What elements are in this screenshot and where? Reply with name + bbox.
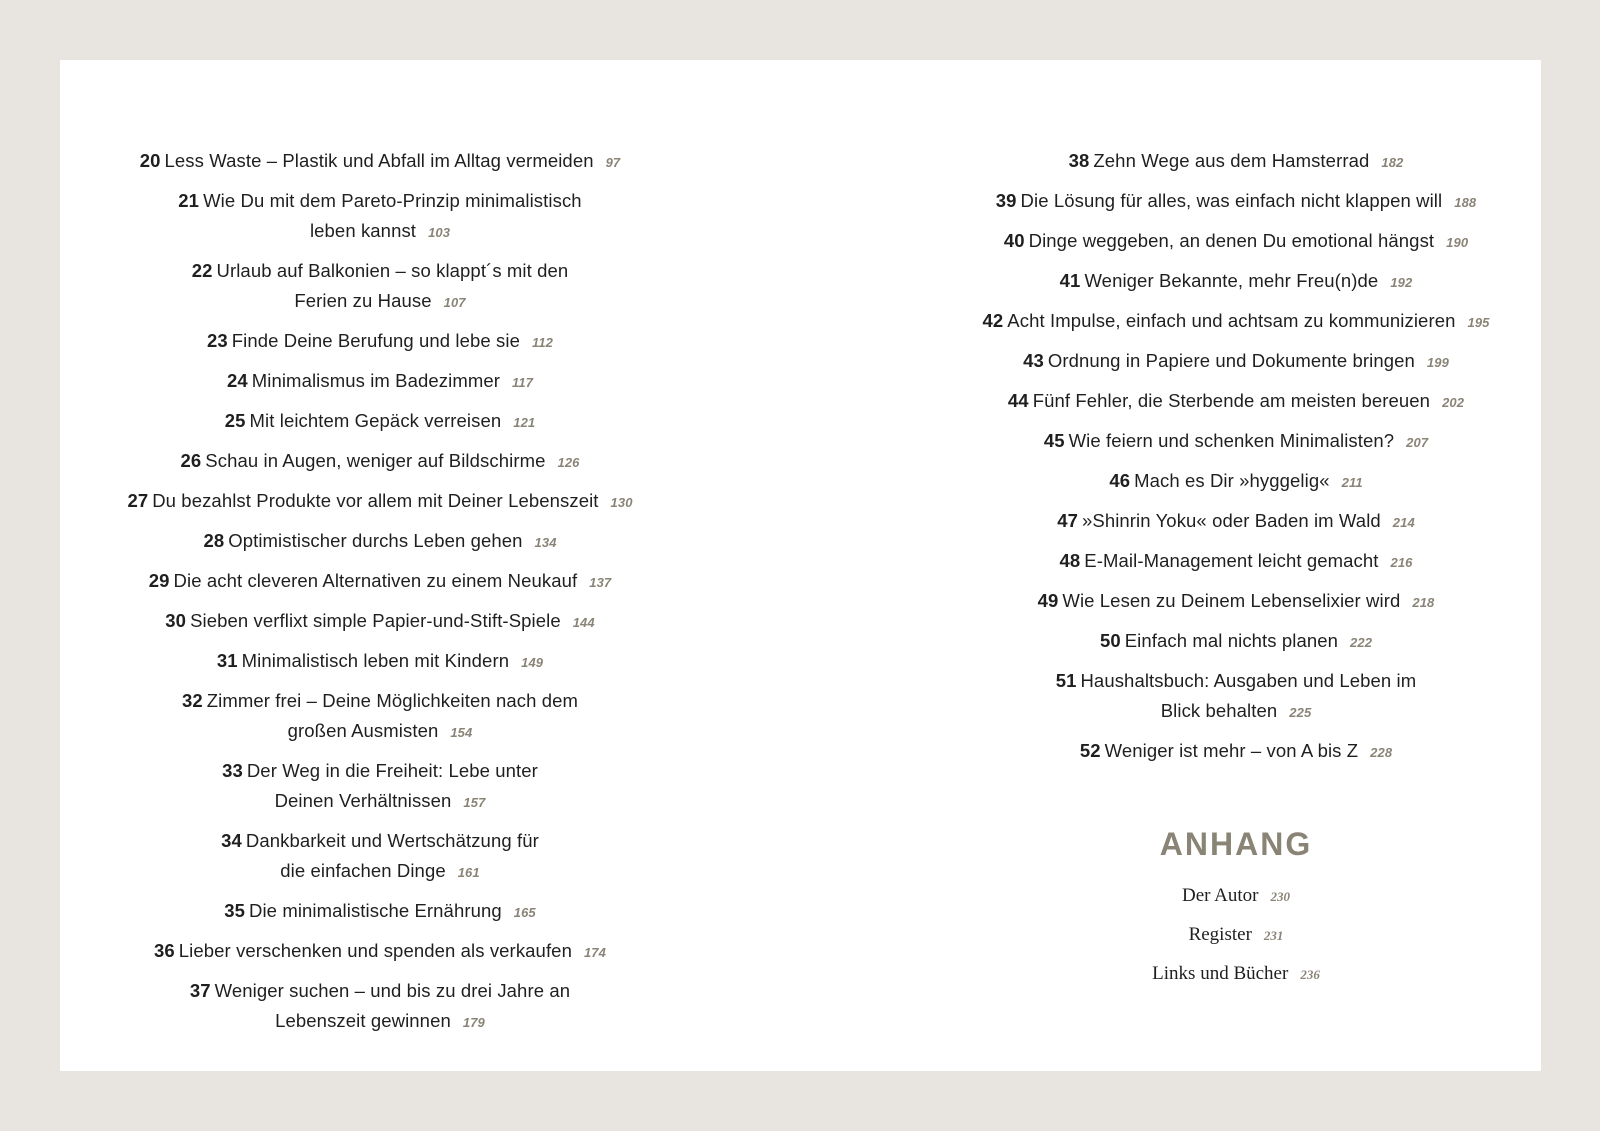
toc-entry xyxy=(100,186,660,248)
chapter-number: 47 xyxy=(1057,510,1078,531)
toc-entry-line xyxy=(100,976,660,1006)
page-number: 121 xyxy=(513,415,536,430)
chapter-title: Mit leichtem Gepäck verreisen xyxy=(249,410,502,431)
page-number: 216 xyxy=(1390,555,1413,570)
toc-entry-line xyxy=(100,146,660,178)
chapter-number: 35 xyxy=(224,900,246,921)
page-number: 112 xyxy=(531,335,553,350)
chapter-title: Wie feiern und schenken Minimalisten? xyxy=(1068,430,1395,451)
chapter-title: Ordnung in Papiere und Dokumente bringen xyxy=(1047,350,1415,371)
page-number: 134 xyxy=(534,535,557,550)
chapter-number: 48 xyxy=(1059,550,1081,571)
chapter-title-continued: leben kannst xyxy=(309,220,417,241)
toc-entry-line xyxy=(956,386,1516,418)
chapter-title: Du bezahlst Produkte vor allem mit Deiner Lebenszeit xyxy=(152,490,599,511)
page-number: 225 xyxy=(1289,705,1312,720)
toc-entry-line xyxy=(100,406,660,438)
chapter-number: 49 xyxy=(1037,590,1059,611)
toc-entry-line xyxy=(956,186,1516,218)
toc-entry xyxy=(100,486,660,518)
toc-entry-line xyxy=(956,666,1516,696)
toc-entry xyxy=(100,646,660,678)
chapter-number: 31 xyxy=(216,650,238,671)
chapter-number: 25 xyxy=(224,410,246,431)
toc-right-column xyxy=(956,146,1516,998)
toc-entry-line xyxy=(956,506,1516,538)
chapter-title: Schau in Augen, weniger auf Bildschirme xyxy=(205,450,546,471)
chapter-number: 34 xyxy=(221,830,242,851)
toc-left-column xyxy=(100,146,660,1046)
toc-entry-line xyxy=(956,306,1516,338)
toc-entry xyxy=(100,566,660,598)
chapter-title: Dankbarkeit und Wertschätzung für xyxy=(245,830,539,851)
toc-entry-line xyxy=(100,286,660,318)
toc-entry-line xyxy=(956,736,1516,768)
chapter-title: Haushaltsbuch: Ausgaben und Leben im xyxy=(1080,670,1417,691)
chapter-title: Der Weg in die Freiheit: Lebe unter xyxy=(246,760,538,781)
page-number: 182 xyxy=(1381,155,1404,170)
toc-entry-line xyxy=(100,826,660,856)
page-number: 192 xyxy=(1390,275,1413,290)
chapter-number: 23 xyxy=(206,330,228,351)
appendix-entry xyxy=(956,920,1516,951)
toc-entry xyxy=(100,366,660,398)
chapter-title-continued: Lebenszeit gewinnen xyxy=(275,1010,451,1031)
toc-entry-line xyxy=(956,266,1516,298)
page-number: 222 xyxy=(1350,635,1373,650)
toc-entry-line xyxy=(100,756,660,786)
toc-entry xyxy=(956,546,1516,578)
toc-entry-line xyxy=(100,216,660,248)
chapter-title-continued: Deinen Verhältnissen xyxy=(274,790,452,811)
toc-entry xyxy=(100,326,660,358)
chapter-number: 41 xyxy=(1059,270,1081,291)
chapter-title: Optimistischer durchs Leben gehen xyxy=(228,530,523,551)
appendix-list xyxy=(956,881,1516,990)
toc-entry xyxy=(100,256,660,318)
page-number: 214 xyxy=(1392,515,1415,530)
chapter-number: 29 xyxy=(148,570,170,591)
appendix-entry xyxy=(956,881,1516,912)
toc-entry-line xyxy=(956,546,1516,578)
toc-entry-line xyxy=(100,686,660,716)
toc-entry xyxy=(100,446,660,478)
chapter-title: Finde Deine Berufung und lebe sie xyxy=(231,330,520,351)
chapter-title: Less Waste – Plastik und Abfall im Alltag vermeiden xyxy=(164,150,594,171)
chapter-number: 46 xyxy=(1109,470,1131,491)
chapter-number: 36 xyxy=(154,940,175,961)
toc-entry xyxy=(100,606,660,638)
toc-entry xyxy=(956,426,1516,458)
toc-entry xyxy=(956,736,1516,768)
toc-entry-line xyxy=(100,326,660,358)
chapter-title: Fünf Fehler, die Sterbende am meisten bereuen xyxy=(1032,390,1431,411)
chapter-title: Weniger ist mehr – von A bis Z xyxy=(1104,740,1359,761)
toc-entry xyxy=(956,506,1516,538)
page-number: 190 xyxy=(1446,235,1469,250)
page-number: 211 xyxy=(1341,475,1363,490)
appendix-entry-title: Links und Bücher xyxy=(1152,963,1289,984)
chapter-number: 45 xyxy=(1043,430,1065,451)
chapter-title-continued: Ferien zu Hause xyxy=(294,290,432,311)
page-number: 199 xyxy=(1426,355,1449,370)
chapter-number: 51 xyxy=(1055,670,1077,691)
toc-entry xyxy=(956,186,1516,218)
chapter-title: Wie Du mit dem Pareto-Prinzip minimalistisch xyxy=(203,190,582,211)
toc-entry-line xyxy=(100,566,660,598)
appendix-entry-title: Der Autor xyxy=(1181,885,1259,906)
toc-entry-line xyxy=(100,606,660,638)
chapter-number: 50 xyxy=(1099,630,1121,651)
page-number: 97 xyxy=(605,155,621,170)
chapter-title: Lieber verschenken und spenden als verkaufen xyxy=(178,940,572,961)
page-number: 236 xyxy=(1300,967,1320,982)
chapter-title: Minimalismus im Badezimmer xyxy=(251,370,501,391)
chapter-number: 22 xyxy=(191,260,213,281)
toc-entry xyxy=(956,666,1516,728)
toc-entry-line xyxy=(956,586,1516,618)
chapter-title: Mach es Dir »hyggelig« xyxy=(1134,470,1330,491)
toc-entry-line xyxy=(100,1006,660,1038)
chapter-title: Acht Impulse, einfach und achtsam zu kommunizieren xyxy=(1007,310,1456,331)
toc-entry-line xyxy=(956,466,1516,498)
page-number: 107 xyxy=(443,295,466,310)
chapter-title-continued: großen Ausmisten xyxy=(287,720,439,741)
chapter-number: 39 xyxy=(995,190,1017,211)
chapter-number: 28 xyxy=(203,530,225,551)
chapter-number: 30 xyxy=(165,610,187,631)
chapter-title-continued: die einfachen Dinge xyxy=(280,860,446,881)
chapter-title: Weniger suchen – und bis zu drei Jahre an xyxy=(214,980,571,1001)
toc-entry xyxy=(100,896,660,928)
page-number: 157 xyxy=(463,795,486,810)
chapter-title: Zehn Wege aus dem Hamsterrad xyxy=(1093,150,1370,171)
page-number: 144 xyxy=(572,615,595,630)
toc-entry xyxy=(956,386,1516,418)
toc-right-entries xyxy=(956,146,1516,768)
toc-entry xyxy=(100,936,660,968)
page-number: 207 xyxy=(1406,435,1429,450)
chapter-number: 20 xyxy=(139,150,161,171)
toc-entry xyxy=(956,266,1516,298)
page-number: 179 xyxy=(462,1015,485,1030)
toc-entry xyxy=(956,346,1516,378)
page-number: 228 xyxy=(1370,745,1393,760)
page-number: 137 xyxy=(589,575,612,590)
chapter-number: 38 xyxy=(1068,150,1090,171)
chapter-number: 32 xyxy=(181,690,203,711)
toc-entry-line xyxy=(100,896,660,928)
toc-entry-line xyxy=(100,186,660,216)
appendix-title: ANHANG xyxy=(1159,826,1313,862)
toc-entry xyxy=(100,526,660,558)
chapter-number: 52 xyxy=(1079,740,1101,761)
chapter-title: Die acht cleveren Alternativen zu einem Neukauf xyxy=(173,570,578,591)
chapter-title: Die Lösung für alles, was einfach nicht klappen will xyxy=(1020,190,1443,211)
toc-entry xyxy=(100,146,660,178)
toc-entry-line xyxy=(956,696,1516,728)
toc-entry-line xyxy=(100,256,660,286)
page-number: 231 xyxy=(1263,928,1284,943)
toc-entry-line xyxy=(100,526,660,558)
page-number: 103 xyxy=(428,225,451,240)
toc-entry xyxy=(100,826,660,888)
toc-entry xyxy=(956,146,1516,178)
appendix-section xyxy=(956,826,1516,990)
toc-entry-line xyxy=(100,446,660,478)
toc-entry xyxy=(956,586,1516,618)
chapter-title: Die minimalistische Ernährung xyxy=(249,900,502,921)
toc-entry-line xyxy=(100,366,660,398)
toc-entry-line xyxy=(100,936,660,968)
toc-entry-line xyxy=(956,226,1516,258)
toc-entry-line xyxy=(100,486,660,518)
appendix-entry-title: Register xyxy=(1188,924,1252,945)
toc-entry xyxy=(956,226,1516,258)
toc-entry-line xyxy=(956,146,1516,178)
page-number: 149 xyxy=(521,655,544,670)
chapter-title-continued: Blick behalten xyxy=(1160,700,1278,721)
chapter-title: Dinge weggeben, an denen Du emotional hängst xyxy=(1028,230,1435,251)
chapter-number: 43 xyxy=(1023,350,1044,371)
appendix-entry xyxy=(956,959,1516,990)
toc-entry xyxy=(956,466,1516,498)
toc-entry xyxy=(100,406,660,438)
toc-entry-line xyxy=(100,856,660,888)
chapter-title: E-Mail-Management leicht gemacht xyxy=(1084,550,1379,571)
toc-entry-line xyxy=(956,426,1516,458)
chapter-title: Zimmer frei – Deine Möglichkeiten nach dem xyxy=(206,690,579,711)
chapter-title: Weniger Bekannte, mehr Freu(n)de xyxy=(1084,270,1379,291)
toc-entry xyxy=(956,626,1516,658)
page-number: 218 xyxy=(1412,595,1435,610)
page-number: 130 xyxy=(610,495,633,510)
chapter-title: Einfach mal nichts planen xyxy=(1124,630,1339,651)
page-number: 174 xyxy=(583,945,606,960)
toc-entry-line xyxy=(956,626,1516,658)
chapter-number: 24 xyxy=(226,370,248,391)
chapter-number: 33 xyxy=(222,760,243,781)
page-number: 165 xyxy=(513,905,536,920)
page-number: 195 xyxy=(1467,315,1490,330)
chapter-number: 26 xyxy=(180,450,202,471)
page-number: 154 xyxy=(450,725,473,740)
page-number: 126 xyxy=(557,455,580,470)
chapter-title: Urlaub auf Balkonien – so klappt´s mit den xyxy=(216,260,569,281)
toc-entry-line xyxy=(956,346,1516,378)
page-number: 230 xyxy=(1270,889,1290,904)
toc-entry xyxy=(100,976,660,1038)
toc-entry-line xyxy=(100,716,660,748)
page-number: 161 xyxy=(457,865,480,880)
toc-entry-line xyxy=(100,646,660,678)
chapter-title: Minimalistisch leben mit Kindern xyxy=(241,650,510,671)
page-number: 202 xyxy=(1442,395,1465,410)
chapter-number: 27 xyxy=(127,490,149,511)
chapter-title: Sieben verflixt simple Papier-und-Stift-Spiele xyxy=(190,610,561,631)
toc-entry xyxy=(100,686,660,748)
page-number: 117 xyxy=(512,375,534,390)
chapter-number: 44 xyxy=(1007,390,1029,411)
chapter-number: 37 xyxy=(189,980,211,1001)
book-page-spread xyxy=(60,60,1541,1071)
page-number: 188 xyxy=(1454,195,1477,210)
chapter-title: »Shinrin Yoku« oder Baden im Wald xyxy=(1081,510,1381,531)
chapter-number: 42 xyxy=(982,310,1004,331)
toc-entry xyxy=(100,756,660,818)
chapter-title: Wie Lesen zu Deinem Lebenselixier wird xyxy=(1062,590,1401,611)
chapter-number: 40 xyxy=(1003,230,1025,251)
toc-entry-line xyxy=(100,786,660,818)
chapter-number: 21 xyxy=(178,190,200,211)
toc-entry xyxy=(956,306,1516,338)
